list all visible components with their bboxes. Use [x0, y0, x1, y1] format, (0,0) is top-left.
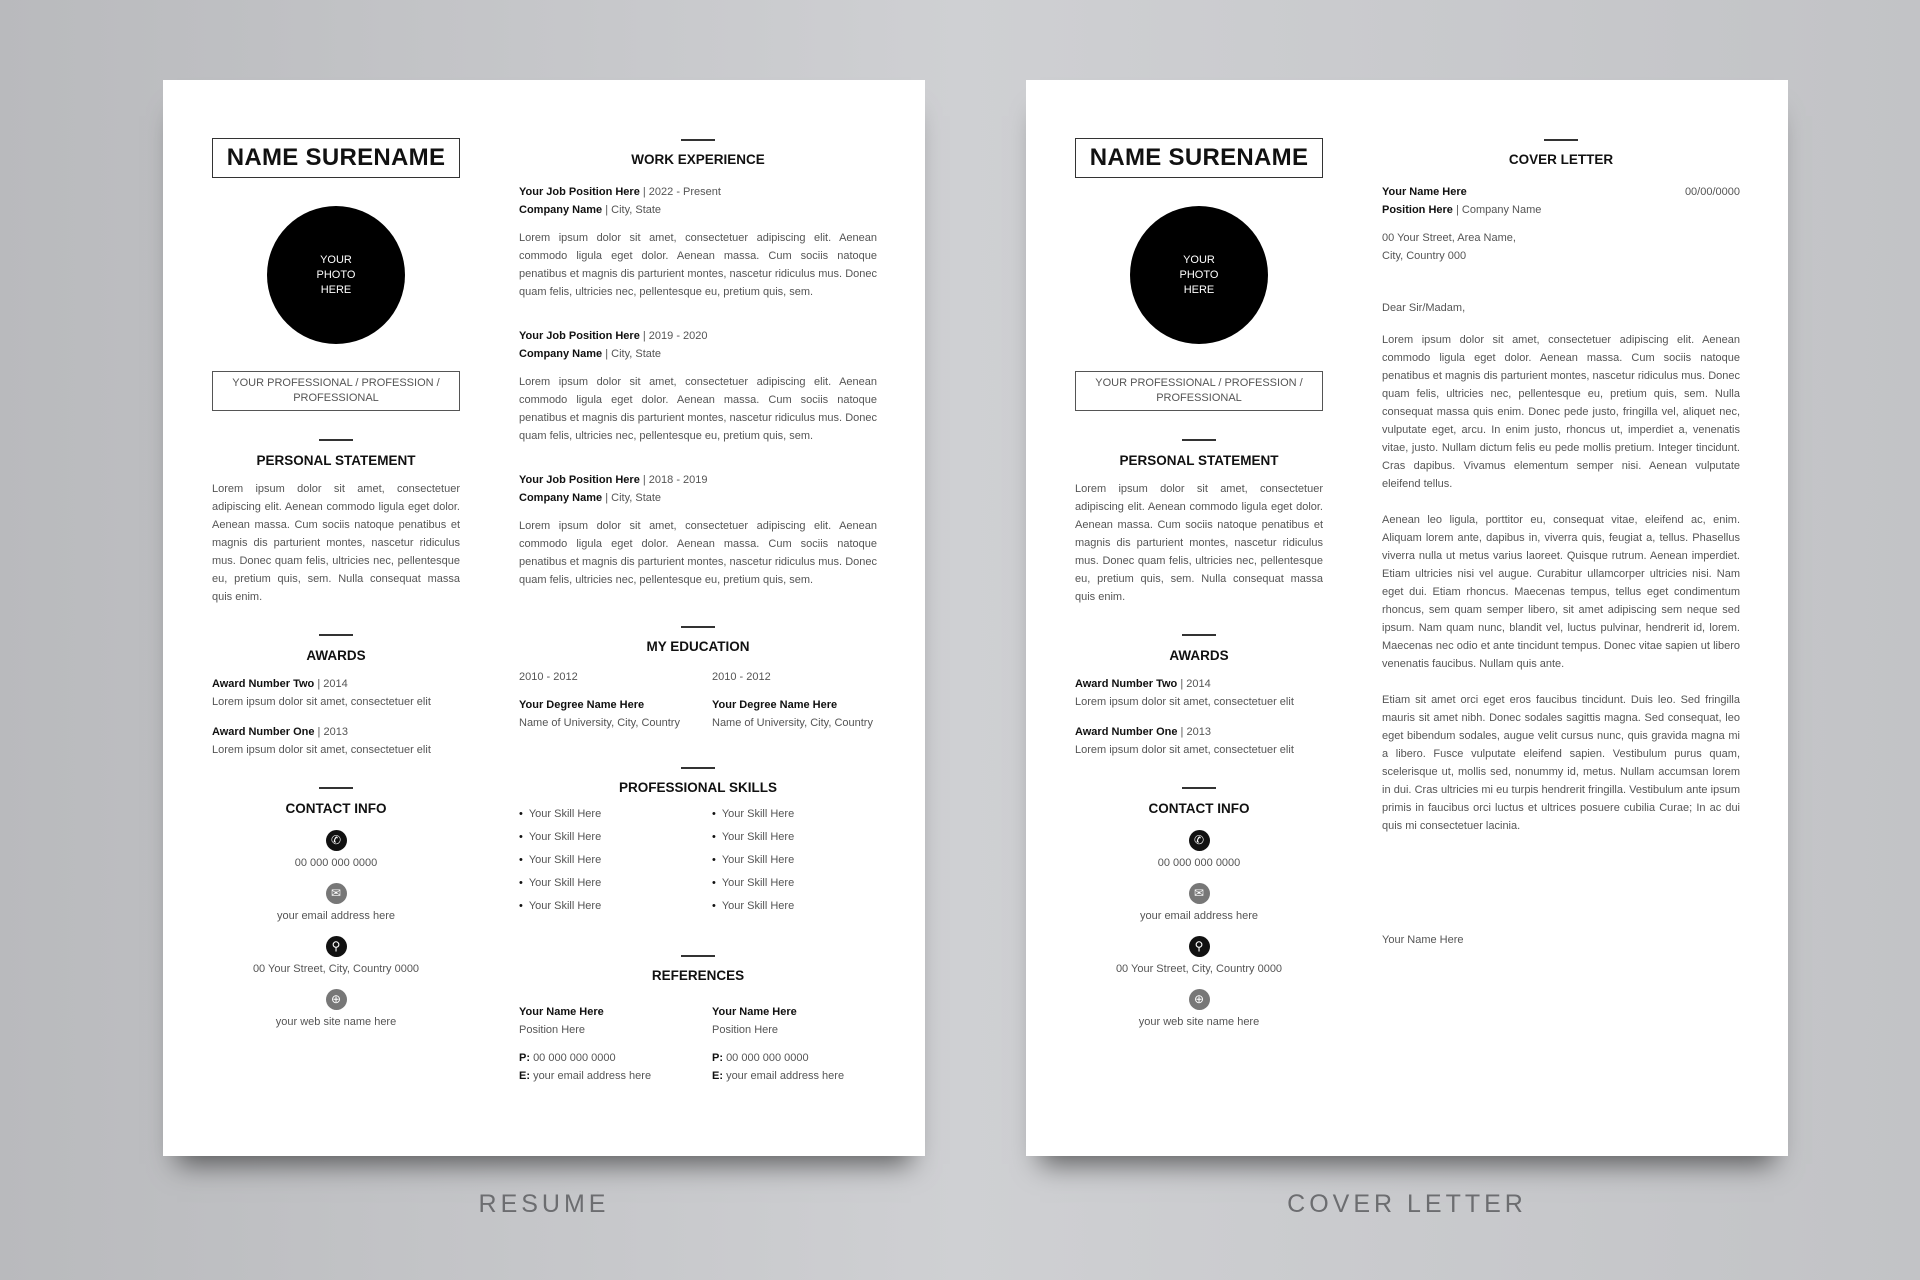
- photo-placeholder: YOUR PHOTO HERE: [267, 206, 405, 344]
- letter-paragraph: Etiam sit amet orci eget eros faucibus tincidunt. Duis leo. Sed fringilla mauris sit amet nibh. Donec sodales sagittis magna. Sed consequat, leo eget bibendum sodales, augue velit cursus nunc, quis gravida magna mi a libero. Fusce vulputate eleifend sapien. Vestibulum purus quam, scelerisque ut, mollis sed, nonummy id, metus. Nullam accumsan lorem in dui. Cras ultricies mi eu turpis hendrerit fringilla. Vestibulum ante ipsum primis in faucibus orci luctus et ultrices posuere cubilia Curae; In ac dui quis mi consectetuer lacinia.: [1382, 694, 1740, 832]
- award-year: 2013: [323, 726, 348, 738]
- award-item: Award Number Two | 2014 Lorem ipsum dolor sit amet, consectetuer elit: [1075, 675, 1323, 711]
- job-entry: Your Job Position Here | 2019 - 2020 Company Name | City, State Lorem ipsum dolor sit amet, consectetuer adipiscing elit. Aenean commodo ligula eget dolor. Aenean massa. Cum sociis natoque penatibus et magnis dis parturient montes, nascetur ridiculus mus. Donec quam felis, ultricies nec, pellentesque eu, pretium quis, sem.: [519, 327, 877, 445]
- references-list: [519, 1003, 877, 1085]
- salutation: Dear Sir/Madam,: [1382, 302, 1466, 314]
- award-year: 2013: [1186, 726, 1211, 738]
- letter-paragraph: Aenean leo ligula, porttitor eu, consequat vitae, eleifend ac, enim. Aliquam lorem ante, dapibus in, viverra quis, feugiat a, tellus. Phasellus viverra nulla ut metus varius laoreet. Quisque rutrum. Aenean imperdiet. Etiam ultricies nisi vel augue. Curabitur ullamcorper ultricies nisi. Nam eget dui. Etiam rhoncus. Maecenas tempus, tellus eget condimentum rhoncus, sem quam semper libero, sit amet adipiscing sem neque sed ipsum. Nam quam nunc, blandit vel, luctus pulvinar, hendrerit id, lorem. Maecenas nec odio et ante tincidunt tempus. Donec vitae sapien ut libero venenatis faucibus. Nullam quis ante.: [1382, 514, 1740, 670]
- award-item: Award Number One | 2013 Lorem ipsum dolor sit amet, consectetuer elit: [1075, 723, 1323, 759]
- location-icon: ⚲: [1189, 936, 1210, 957]
- resume-sheet: [163, 80, 925, 1156]
- contact-email: [1075, 883, 1323, 922]
- resume-right-column: [519, 138, 877, 1085]
- personal-statement-text: Lorem ipsum dolor sit amet, consectetuer adipiscing elit. Aenean commodo ligula eget dolor. Aenean massa. Cum sociis natoque penatibus et magnis dis parturient montes, nascetur ridiculus mus. Donec quam felis, ultricies nec, pellentesque eu, pretium quis, sem. Nulla consequat massa quis enim.: [1075, 483, 1323, 603]
- job-position: Your Job Position Here: [519, 330, 640, 342]
- reference-name: Your Name Here: [519, 1006, 604, 1018]
- award-item: Award Number Two | 2014 Lorem ipsum dolor sit amet, consectetuer elit: [212, 675, 460, 711]
- contact-web: [212, 989, 460, 1028]
- contact-email-text: your email address here: [1139, 910, 1258, 922]
- reference-item: [519, 1003, 684, 1085]
- job-description: Lorem ipsum dolor sit amet, consectetuer adipiscing elit. Aenean commodo ligula eget dolor. Aenean massa. Cum sociis natoque penatibus et magnis dis parturient montes, nascetur ridiculus mus. Donec quam felis, ultricies nec, pellentesque eu, pretium quis, sem.: [519, 520, 877, 586]
- award-desc: Lorem ipsum dolor sit amet, consectetuer elit: [212, 744, 431, 756]
- contact-address-text: 00 Your Street, City, Country 0000: [1115, 963, 1283, 975]
- references-title: REFERENCES: [519, 968, 877, 983]
- award-item: Award Number One | 2013 Lorem ipsum dolor sit amet, consectetuer elit: [212, 723, 460, 759]
- reference-email-label: E:: [712, 1070, 723, 1082]
- job-dates: 2019 - 2020: [648, 330, 708, 342]
- contact-phone: [1075, 830, 1323, 869]
- job-position: Your Job Position Here: [519, 474, 640, 486]
- job-description: Lorem ipsum dolor sit amet, consectetuer adipiscing elit. Aenean commodo ligula eget dolor. Aenean massa. Cum sociis natoque penatibus et magnis dis parturient montes, nascetur ridiculus mus. Donec quam felis, ultricies nec, pellentesque eu, pretium quis, sem.: [519, 232, 877, 298]
- sender-company: Company Name: [1461, 204, 1542, 216]
- award-name: Award Number Two: [1075, 678, 1178, 690]
- education-dates: 2010 - 2012: [712, 671, 771, 683]
- contact-phone: [212, 830, 460, 869]
- award-name: Award Number One: [212, 726, 315, 738]
- reference-phone: 00 000 000 0000: [533, 1052, 616, 1064]
- skill-item: • Your Skill Here: [712, 895, 877, 918]
- skills-title: PROFESSIONAL SKILLS: [519, 780, 877, 795]
- web-icon: ⊕: [1189, 989, 1210, 1010]
- job-company: Company Name: [519, 492, 603, 504]
- resume-left-column: [212, 138, 460, 1028]
- reference-name: Your Name Here: [712, 1006, 797, 1018]
- personal-statement-title: PERSONAL STATEMENT: [1075, 453, 1323, 468]
- reference-phone: 00 000 000 0000: [726, 1052, 809, 1064]
- job-company: Company Name: [519, 204, 603, 216]
- skill-item: • Your Skill Here: [519, 826, 684, 849]
- contact-email: [212, 883, 460, 922]
- contact-title: CONTACT INFO: [212, 801, 460, 816]
- location-icon: ⚲: [326, 936, 347, 957]
- education-title: MY EDUCATION: [519, 639, 877, 654]
- cover-name: NAME SURENAME: [1075, 138, 1323, 178]
- web-icon: ⊕: [326, 989, 347, 1010]
- address-line-2: City, Country 000: [1382, 250, 1467, 262]
- award-desc: Lorem ipsum dolor sit amet, consectetuer elit: [1075, 696, 1294, 708]
- contact-web: [1075, 989, 1323, 1028]
- skill-item: • Your Skill Here: [519, 803, 684, 826]
- contact-phone-text: 00 000 000 0000: [1157, 857, 1241, 869]
- skill-item: • Your Skill Here: [712, 803, 877, 826]
- education-degree: Your Degree Name Here: [712, 699, 838, 711]
- reference-phone-label: P:: [519, 1052, 530, 1064]
- reference-position: Position Here: [712, 1024, 779, 1036]
- photo-placeholder: YOUR PHOTO HERE: [1130, 206, 1268, 344]
- award-name: Award Number Two: [212, 678, 315, 690]
- job-company: Company Name: [519, 348, 603, 360]
- profession-box: YOUR PROFESSIONAL / PROFESSION / PROFESSIONAL: [212, 371, 460, 411]
- email-icon: ✉: [326, 883, 347, 904]
- reference-phone-label: P:: [712, 1052, 723, 1064]
- award-name: Award Number One: [1075, 726, 1178, 738]
- cover-letter-caption: COVER LETTER: [1287, 1190, 1527, 1218]
- award-desc: Lorem ipsum dolor sit amet, consectetuer elit: [1075, 744, 1294, 756]
- cover-left-column: [1075, 138, 1323, 1028]
- skill-item: • Your Skill Here: [519, 895, 684, 918]
- reference-email: your email address here: [726, 1070, 845, 1082]
- profession-box: YOUR PROFESSIONAL / PROFESSION / PROFESSIONAL: [1075, 371, 1323, 411]
- job-description: Lorem ipsum dolor sit amet, consectetuer adipiscing elit. Aenean commodo ligula eget dolor. Aenean massa. Cum sociis natoque penatibus et magnis dis parturient montes, nascetur ridiculus mus. Donec quam felis, ultricies nec, pellentesque eu, pretium quis, sem.: [519, 376, 877, 442]
- email-icon: ✉: [1189, 883, 1210, 904]
- contact-address-text: 00 Your Street, City, Country 0000: [252, 963, 420, 975]
- signature: Your Name Here: [1382, 934, 1464, 946]
- reference-item: [712, 1003, 877, 1085]
- skill-item: • Your Skill Here: [519, 872, 684, 895]
- education-school: Name of University, City, Country: [519, 717, 680, 729]
- awards-title: AWARDS: [1075, 648, 1323, 663]
- job-position: Your Job Position Here: [519, 186, 640, 198]
- skill-item: • Your Skill Here: [712, 849, 877, 872]
- job-location: City, State: [611, 204, 662, 216]
- education-list: [519, 668, 877, 732]
- cover-letter-title: COVER LETTER: [1382, 152, 1740, 167]
- award-year: 2014: [1186, 678, 1211, 690]
- award-year: 2014: [323, 678, 348, 690]
- skill-item: • Your Skill Here: [712, 872, 877, 895]
- phone-icon: ✆: [326, 830, 347, 851]
- job-entry: Your Job Position Here | 2018 - 2019 Company Name | City, State Lorem ipsum dolor sit amet, consectetuer adipiscing elit. Aenean commodo ligula eget dolor. Aenean massa. Cum sociis natoque penatibus et magnis dis parturient montes, nascetur ridiculus mus. Donec quam felis, ultricies nec, pellentesque eu, pretium quis, sem.: [519, 471, 877, 589]
- reference-email-label: E:: [519, 1070, 530, 1082]
- sender-header: [1382, 183, 1740, 201]
- sender-position: Position Here: [1382, 204, 1453, 216]
- contact-phone-text: 00 000 000 0000: [294, 857, 378, 869]
- cover-right-column: COVER LETTER Your Name Here 00/00/0000 Position Here | Company Name 00 Your Street, Area Name, City, Country 000 Dear Sir/Madam, Lorem ipsum dolor sit amet, consectetuer adipiscing elit. Aenean commodo ligula eget dolor. Aenean massa. Cum sociis natoque penatibus et magnis dis parturient montes, nascetur ridiculus mus. Donec quam felis, ultricies nec, pellentesque eu, pretium quis, sem. Nulla consequat massa quis enim. Donec pede justo, fringilla vel, aliquet nec, vulputate eget, arcu. In enim justo, rhoncus ut, imperdiet a, venenatis vitae, justo. Nullam dictum felis eu pede mollis pretium. Integer tincidunt. Cras dapibus. Vivamus elementum semper nisi. Aenean vulputate eleifend tellus. Aenean leo ligula, porttitor eu, consequat vitae, eleifend ac, enim. Aliquam lorem ante, dapibus in, viverra quis, feugiat a, tellus. Phasellus viverra nulla ut metus varius laoreet. Quisque rutrum. Aenean imperdiet. Etiam ultricies nisi vel augue. Curabitur ullamcorper ultricies nisi. Nam eget dui. Etiam rhoncus. Maecenas tempus, tellus eget condimentum rhoncus, sem quam semper libero, sit amet adipiscing sem neque sed ipsum. Nam quam nunc, blandit vel, luctus pulvinar, hendrerit id, lorem. Maecenas nec odio et ante tincidunt tempus. Donec vitae sapien ut libero venenatis faucibus. Nullam quis ante. Etiam sit amet orci eget eros faucibus tincidunt. Duis leo. Sed fringilla mauris sit amet nibh. Donec sodales sagittis magna. Sed consequat, leo eget bibendum sodales, augue velit cursus nunc, quis gravida magna mi a libero. Fusce vulputate eleifend sapien. Vestibulum purus quam, scelerisque ut, mollis sed, nonummy id, metus. Nullam accumsan lorem in dui. Cras ultricies mi eu turpis hendrerit fringilla. Vestibulum ante ipsum primis in faucibus orci luctus et ultrices posuere cubilia Curae; In ac dui quis mi consectetuer lacinia. Your Name Here: [1382, 138, 1740, 949]
- contact-web-text: your web site name here: [1138, 1016, 1260, 1028]
- contact-address: [1075, 936, 1323, 975]
- address-line-1: 00 Your Street, Area Name,: [1382, 232, 1516, 244]
- skills-column-left: [519, 803, 684, 918]
- job-dates: 2022 - Present: [648, 186, 721, 198]
- education-school: Name of University, City, Country: [712, 717, 873, 729]
- contact-address: [212, 936, 460, 975]
- education-degree: Your Degree Name Here: [519, 699, 645, 711]
- education-item: [519, 668, 684, 732]
- job-location: City, State: [611, 492, 662, 504]
- personal-statement-title: PERSONAL STATEMENT: [212, 453, 460, 468]
- award-desc: Lorem ipsum dolor sit amet, consectetuer elit: [212, 696, 431, 708]
- contact-email-text: your email address here: [276, 910, 395, 922]
- education-dates: 2010 - 2012: [519, 671, 578, 683]
- contact-title: CONTACT INFO: [1075, 801, 1323, 816]
- skill-item: • Your Skill Here: [712, 826, 877, 849]
- job-entry: Your Job Position Here | 2022 - Present Company Name | City, State Lorem ipsum dolor sit amet, consectetuer adipiscing elit. Aenean commodo ligula eget dolor. Aenean massa. Cum sociis natoque penatibus et magnis dis parturient montes, nascetur ridiculus mus. Donec quam felis, ultricies nec, pellentesque eu, pretium quis, sem.: [519, 183, 877, 301]
- job-dates: 2018 - 2019: [648, 474, 708, 486]
- cover-letter-sheet: [1026, 80, 1788, 1156]
- phone-icon: ✆: [1189, 830, 1210, 851]
- skill-item: • Your Skill Here: [519, 849, 684, 872]
- reference-position: Position Here: [519, 1024, 586, 1036]
- job-location: City, State: [611, 348, 662, 360]
- skills-list: [519, 803, 877, 918]
- work-experience-title: WORK EXPERIENCE: [519, 152, 877, 167]
- letter-date: 00/00/0000: [1684, 186, 1740, 198]
- personal-statement-text: Lorem ipsum dolor sit amet, consectetuer adipiscing elit. Aenean commodo ligula eget dolor. Aenean massa. Cum sociis natoque penatibus et magnis dis parturient montes, nascetur ridiculus mus. Donec quam felis, ultricies nec, pellentesque eu, pretium quis, sem. Nulla consequat massa quis enim.: [212, 483, 460, 603]
- sender-name: Your Name Here: [1382, 186, 1467, 198]
- awards-title: AWARDS: [212, 648, 460, 663]
- skills-column-right: [712, 803, 877, 918]
- resume-caption: RESUME: [478, 1190, 610, 1218]
- contact-web-text: your web site name here: [275, 1016, 397, 1028]
- resume-name: NAME SURENAME: [212, 138, 460, 178]
- education-item: [712, 668, 877, 732]
- reference-email: your email address here: [533, 1070, 652, 1082]
- letter-paragraph: Lorem ipsum dolor sit amet, consectetuer adipiscing elit. Aenean commodo ligula eget dolor. Aenean massa. Cum sociis natoque penatibus et magnis dis parturient montes, nascetur ridiculus mus. Donec quam felis, ultricies nec, pellentesque eu, pretium quis, sem. Nulla consequat massa quis enim. Donec pede justo, fringilla vel, aliquet nec, vulputate eget, arcu. In enim justo, rhoncus ut, imperdiet a, venenatis vitae, justo. Nullam dictum felis eu pede mollis pretium. Integer tincidunt. Cras dapibus. Vivamus elementum semper nisi. Aenean vulputate eleifend tellus.: [1382, 334, 1740, 490]
